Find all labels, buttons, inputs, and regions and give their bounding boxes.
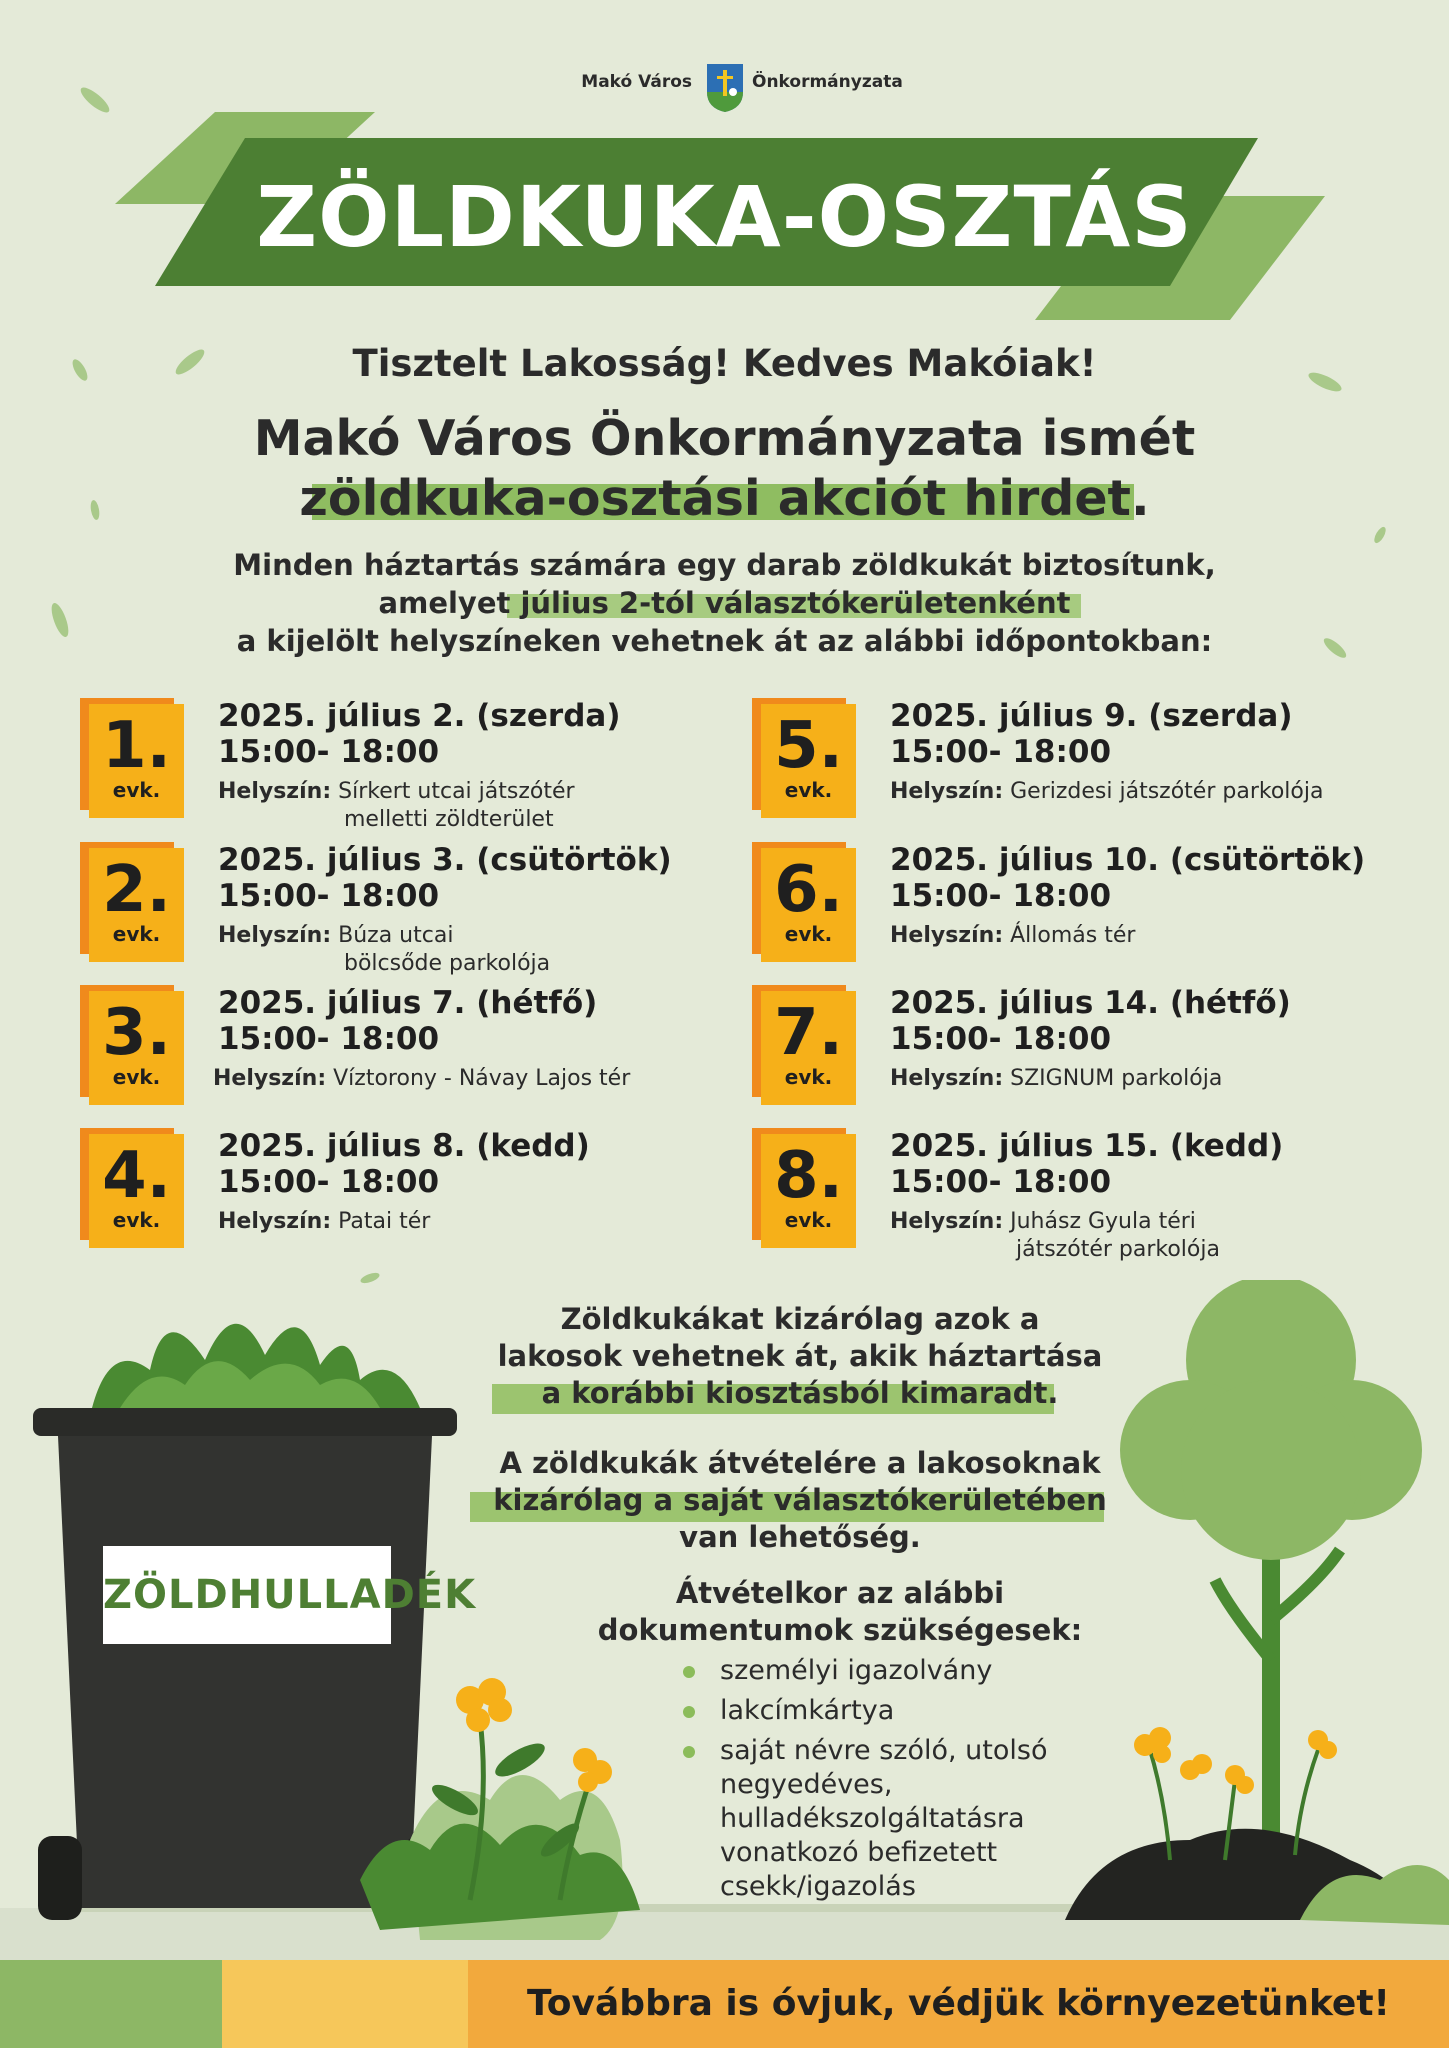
district-abbr: evk. [112, 1065, 161, 1089]
note-1-line-3: a korábbi kiosztásból kimaradt. [541, 1376, 1059, 1410]
district-number: 8. [774, 1139, 843, 1213]
headline-line-1: Makó Város Önkormányzata ismét [253, 410, 1196, 467]
district-badge [89, 991, 184, 1105]
schedule-date: 2025. július 15. (kedd) [890, 1128, 1284, 1164]
district-badge [761, 1134, 856, 1248]
note-2-line-2: kizárólag a saját választókerületében [493, 1483, 1107, 1517]
schedule-time: 15:00- 18:00 [890, 878, 1112, 914]
location-line-1: Gerizdesi játszótér parkolója [1010, 779, 1324, 804]
org-name-left: Makó Város [581, 72, 692, 92]
district-badge [89, 704, 184, 818]
schedule-date: 2025. július 7. (hétfő) [218, 985, 598, 1021]
list-item [680, 1694, 1100, 1728]
schedule-card-5 [752, 698, 1392, 833]
location-line-2: játszótér parkolója [1016, 1237, 1220, 1262]
district-abbr: evk. [784, 1065, 833, 1089]
schedule-location [890, 1065, 1222, 1093]
bullet-icon [683, 1746, 695, 1758]
headline-line-2: zöldkuka-osztási akciót hirdet. [299, 470, 1150, 527]
note-2-line-1: A zöldkukák átvételére a lakosoknak [499, 1446, 1101, 1480]
footer-yellow-block [222, 1960, 468, 2048]
location-label: Helyszín: [890, 779, 1004, 804]
bullet-icon [683, 1706, 695, 1718]
schedule-date: 2025. július 2. (szerda) [218, 698, 621, 734]
district-abbr: evk. [784, 922, 833, 946]
district-number: 7. [774, 996, 843, 1070]
schedule-location [890, 778, 1323, 806]
location-label: Helyszín: [890, 1066, 1004, 1091]
schedule-date: 2025. július 9. (szerda) [890, 698, 1293, 734]
district-abbr: evk. [112, 1208, 161, 1232]
schedule-card-2 [80, 842, 720, 977]
district-number: 2. [102, 853, 171, 927]
schedule-time: 15:00- 18:00 [890, 1021, 1112, 1057]
district-badge [761, 704, 856, 818]
schedule-card-7 [752, 985, 1392, 1120]
district-abbr: evk. [784, 1208, 833, 1232]
schedule-location [890, 922, 1135, 950]
schedule-card-8 [752, 1128, 1392, 1263]
intro-line-2: amelyet július 2-tól választókerületenként [378, 586, 1071, 620]
district-badge [761, 991, 856, 1105]
district-number: 1. [102, 709, 171, 783]
district-abbr: evk. [112, 778, 161, 802]
district-badge [89, 1134, 184, 1248]
org-name-right: Önkormányzata [752, 72, 903, 92]
document-item: lakcímkártya [720, 1695, 895, 1726]
schedule-location [218, 778, 575, 834]
district-number: 4. [102, 1139, 171, 1213]
bullet-icon [683, 1666, 695, 1678]
footer-slogan: Továbbra is óvjuk, védjük környezetünket! [527, 1983, 1390, 2024]
location-line-1: Állomás tér [1010, 923, 1136, 948]
schedule-card-1 [80, 698, 720, 833]
documents-title-line-2: dokumentumok szükségesek: [597, 1613, 1083, 1647]
district-number: 3. [102, 996, 171, 1070]
location-line-1: Búza utcai [338, 923, 454, 948]
schedule-location [890, 1208, 1220, 1264]
location-label: Helyszín: [890, 923, 1004, 948]
schedule-time: 15:00- 18:00 [218, 734, 440, 770]
location-line-1: Víztorony - Návay Lajos tér [333, 1066, 631, 1091]
location-label: Helyszín: [213, 1066, 327, 1091]
intro-line-3: a kijelölt helyszíneken vehetnek át az alábbi időpontokban: [236, 624, 1213, 658]
location-line-2: bölcsőde parkolója [344, 951, 551, 976]
schedule-date: 2025. július 3. (csütörtök) [218, 842, 672, 878]
bin-label [103, 1546, 477, 1644]
schedule-time: 15:00- 18:00 [218, 1021, 440, 1057]
schedule-time: 15:00- 18:00 [218, 1164, 440, 1200]
greeting: Tisztelt Lakosság! Kedves Makóiak! [352, 342, 1097, 385]
schedule-location [213, 1065, 630, 1093]
district-number: 6. [774, 853, 843, 927]
note-1-line-2: lakosok vehetnek át, akik háztartása [497, 1339, 1103, 1373]
note-2-line-3: van lehetőség. [679, 1520, 921, 1554]
location-line-1: Sírkert utcai játszótér [338, 779, 575, 804]
document-item: személyi igazolvány [720, 1655, 993, 1686]
schedule-time: 15:00- 18:00 [218, 878, 440, 914]
schedule-date: 2025. július 10. (csütörtök) [890, 842, 1366, 878]
location-line-2: melletti zöldterület [344, 807, 554, 832]
city-crest-icon [705, 62, 745, 114]
schedule-location [218, 1208, 430, 1236]
location-label: Helyszín: [218, 779, 332, 804]
district-abbr: evk. [784, 778, 833, 802]
location-line-1: Patai tér [338, 1209, 431, 1234]
schedule-card-3 [80, 985, 720, 1120]
schedule-time: 15:00- 18:00 [890, 1164, 1112, 1200]
list-item [680, 1654, 1100, 1688]
location-label: Helyszín: [890, 1209, 1004, 1234]
documents-list [680, 1654, 1100, 1910]
location-label: Helyszín: [218, 923, 332, 948]
bin-label-text: ZÖLDHULLADÉK [103, 1572, 477, 1618]
page-title: ZÖLDKUKA-OSZTÁS [256, 168, 1193, 266]
note-1-line-1: Zöldkukákat kizárólag azok a [560, 1302, 1040, 1336]
header-logo-row [0, 62, 1449, 112]
district-badge [761, 848, 856, 962]
district-badge [89, 848, 184, 962]
location-line-1: Juhász Gyula téri [1010, 1209, 1196, 1234]
list-item [680, 1734, 1080, 1904]
footer-green-block [0, 1960, 222, 2048]
schedule-time: 15:00- 18:00 [890, 734, 1112, 770]
schedule-card-6 [752, 842, 1392, 977]
documents-title-line-1: Átvételkor az alábbi [675, 1576, 1005, 1610]
schedule-date: 2025. július 14. (hétfő) [890, 985, 1291, 1021]
schedule-date: 2025. július 8. (kedd) [218, 1128, 590, 1164]
location-line-1: SZIGNUM parkolója [1010, 1066, 1223, 1091]
district-number: 5. [774, 709, 843, 783]
document-item: saját névre szóló, utolsó negyedéves, hulladékszolgáltatásra vonatkozó befizetett csekk/igazolás [720, 1735, 1048, 1902]
schedule-location [218, 922, 550, 978]
intro-line-1: Minden háztartás számára egy darab zöldkukát biztosítunk, [233, 548, 1216, 582]
location-label: Helyszín: [218, 1209, 332, 1234]
district-abbr: evk. [112, 922, 161, 946]
schedule-card-4 [80, 1128, 720, 1263]
